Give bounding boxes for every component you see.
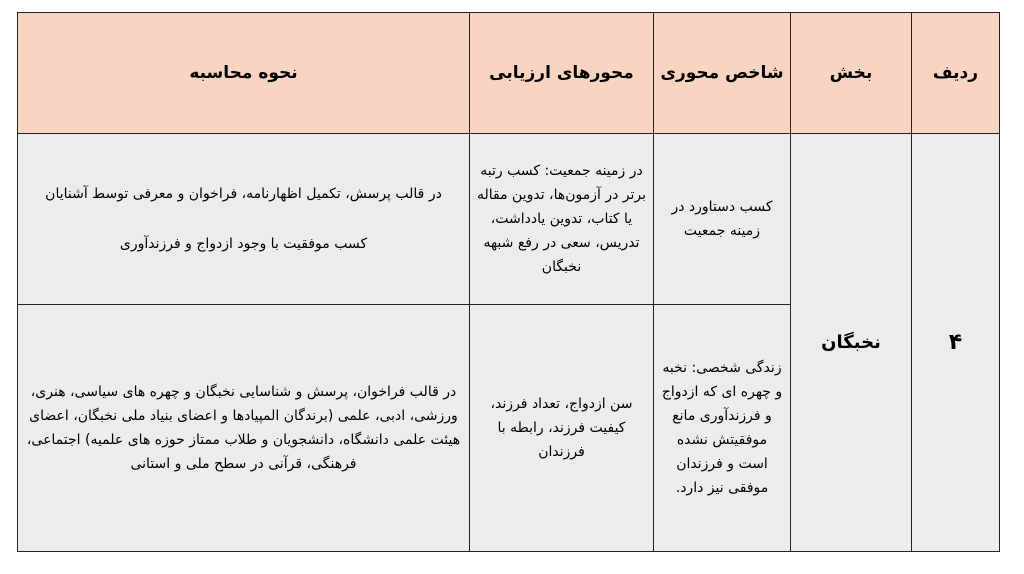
header-row [18,13,1000,134]
table-row [18,134,1000,305]
calculation-method-cell-2 [18,305,470,552]
key-indicator-cell-1: کسب دستاورد در زمینه جمعیت [654,134,791,305]
evaluation-axes-cell-2: سن ازدواج، تعداد فرزند، کیفیت فرزند، رابطه با فرزندان [470,305,654,552]
key-indicator-cell-2: زندگی شخصی: نخبه و چهره ای که ازدواج و فرزندآوری مانع موفقیتش نشده است و فرزندان موفقی نیز دارد. [654,305,791,552]
calculation-method-paragraph: در قالب پرسش، تکمیل اظهارنامه، فراخوان و معرفی توسط آشنایان [45,186,442,203]
calculation-method-paragraph: در قالب فراخوان، پرسش و شناسایی نخبگان و چهره های سیاسی، هنری، ورزشی، ادبی، علمی (برندگان المپیادها و اعضای بنیاد ملی نخبگان، اعضای هیئت علمی دانشگاه، دانشجویان و طلاب ممتاز حوزه های علمیه) اجتماعی، فرهنگی، قرآنی در سطح ملی و استانی [26,384,461,473]
header-row-number: ردیف [912,13,1000,134]
header-key-indicator: شاخص محوری [654,13,791,134]
header-calculation-method: نحوه محاسبه [18,13,470,134]
header-section: بخش [791,13,912,134]
section-cell: نخبگان [791,134,912,552]
row-number-cell: ۴ [912,134,1000,552]
evaluation-axes-cell-1: در زمینه جمعیت: کسب رتبه برتر در آزمون‌ها، تدوین مقاله یا کتاب، تدوین یادداشت، تدریس، سعی در رفع شبهه نخبگان [470,134,654,305]
header-evaluation-axes: محورهای ارزیابی [470,13,654,134]
calculation-method-cell-1 [18,134,470,305]
calculation-method-paragraph: کسب موفقیت با وجود ازدواج و فرزندآوری [119,236,368,253]
evaluation-table [17,12,1000,552]
